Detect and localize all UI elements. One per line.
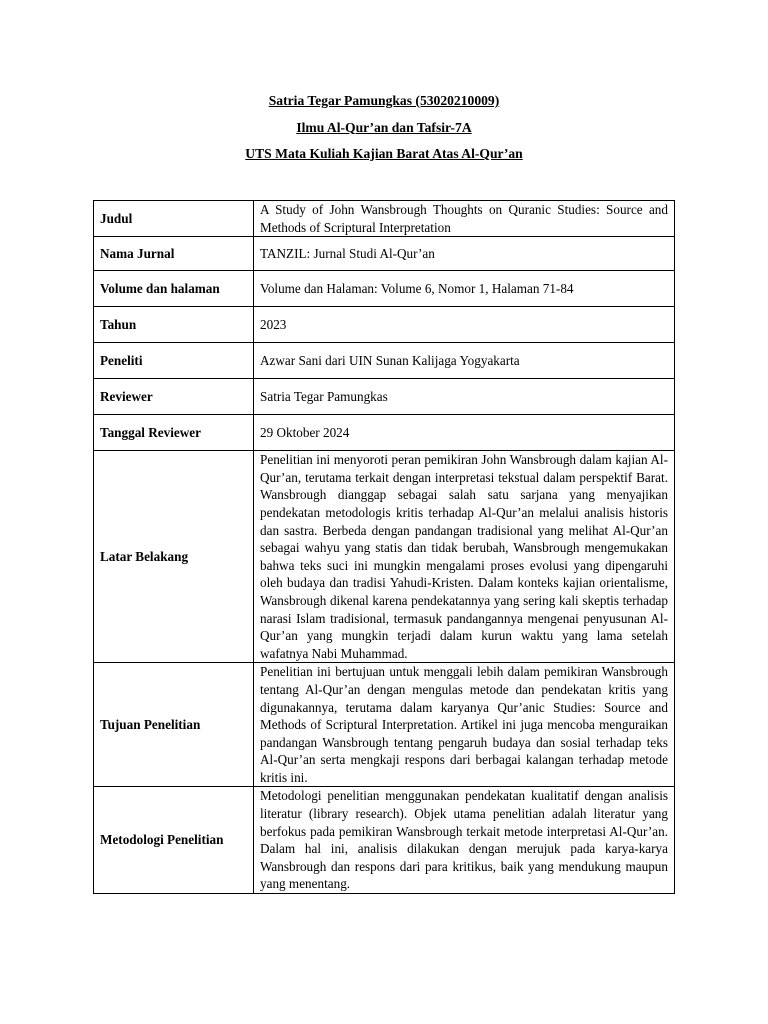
table-row (94, 787, 675, 894)
table-row (94, 379, 675, 415)
row-label-metodologi-penelitian: Metodologi Penelitian (94, 787, 254, 894)
row-value-tahun: 2023 (254, 307, 675, 343)
row-value-metodologi-penelitian: Metodologi penelitian menggunakan pendekatan kualitatif dengan analisis literatur (library research). Objek utama penelitian adalah literatur yang berfokus pada pemikiran Wansbrough terkait metode interpretasi Al-Qur’an. Dalam hal ini, analisis dilakukan dengan merujuk pada karya-karya Wansbrough dan respons dari para kritikus, baik yang mendukung maupun yang menentang. (254, 787, 675, 894)
table-row (94, 201, 675, 237)
table-row (94, 451, 675, 663)
row-label-volume: Volume dan halaman (94, 271, 254, 307)
row-label-peneliti: Peneliti (94, 343, 254, 379)
row-label-latar-belakang: Latar Belakang (94, 451, 254, 663)
author-line: Satria Tegar Pamungkas (53020210009) (268, 93, 500, 108)
row-label-nama-jurnal: Nama Jurnal (94, 237, 254, 271)
row-value-reviewer: Satria Tegar Pamungkas (254, 379, 675, 415)
table-row (94, 237, 675, 271)
row-label-tujuan-penelitian: Tujuan Penelitian (94, 663, 254, 787)
program-line: Ilmu Al-Qur’an dan Tafsir-7A (296, 119, 472, 135)
row-value-nama-jurnal: TANZIL: Jurnal Studi Al-Qur’an (254, 237, 675, 271)
document-header (0, 92, 768, 172)
row-label-tanggal-reviewer: Tanggal Reviewer (94, 415, 254, 451)
review-table (93, 200, 675, 894)
row-value-tujuan-penelitian: Penelitian ini bertujuan untuk menggali lebih dalam pemikiran Wansbrough tentang Al-Qur’an dengan mengulas metode dan pendekatan kritis yang digunakannya, terutama dalam karyanya Qur’anic Studies: Source and Methods of Scriptural Interpretation. Artikel ini juga mencoba menguraikan pandangan Wansbrough tentang pengaruh budaya dan sosial terhadap teks Al-Qur’an serta mengkaji respons dari berbagai kalangan terhadap metode kritis ini. (254, 663, 675, 787)
row-value-latar-belakang: Penelitian ini menyoroti peran pemikiran John Wansbrough dalam kajian Al-Qur’an, terutama terkait dengan interpretasi tekstual dalam perspektif Barat. Wansbrough dianggap sebagai salah satu sarjana yang menyajikan pendekatan metodologis kritis terhadap Al-Qur’an melalui analisis historis dan sastra. Berbeda dengan pandangan tradisional yang melihat Al-Qur’an sebagai wahyu yang statis dan tidak berubah, Wansbrough mengemukakan bahwa teks suci ini mungkin mengalami proses evolusi yang dipengaruhi oleh budaya dan tradisi Yahudi-Kristen. Dalam konteks kajian orientalisme, Wansbrough dikenal karena pendekatannya yang sering kali skeptis terhadap narasi Islam tradisional, termasuk pandangannya mengenai penyusunan Al-Qur’an yang mungkin terjadi dalam kurun waktu yang lama setelah wafatnya Nabi Muhammad. (254, 451, 675, 663)
row-label-tahun: Tahun (94, 307, 254, 343)
row-label-reviewer: Reviewer (94, 379, 254, 415)
table-row (94, 271, 675, 307)
row-label-judul: Judul (94, 201, 254, 237)
course-line: UTS Mata Kuliah Kajian Barat Atas Al-Qur’an (245, 146, 523, 161)
row-value-judul: A Study of John Wansbrough Thoughts on Quranic Studies: Source and Methods of Scriptural Interpretation (254, 201, 675, 237)
row-value-volume: Volume dan Halaman: Volume 6, Nomor 1, Halaman 71-84 (254, 271, 675, 307)
table-row (94, 343, 675, 379)
table-row (94, 307, 675, 343)
row-value-peneliti: Azwar Sani dari UIN Sunan Kalijaga Yogyakarta (254, 343, 675, 379)
table-row (94, 415, 675, 451)
row-value-tanggal-reviewer: 29 Oktober 2024 (254, 415, 675, 451)
table-row (94, 663, 675, 787)
